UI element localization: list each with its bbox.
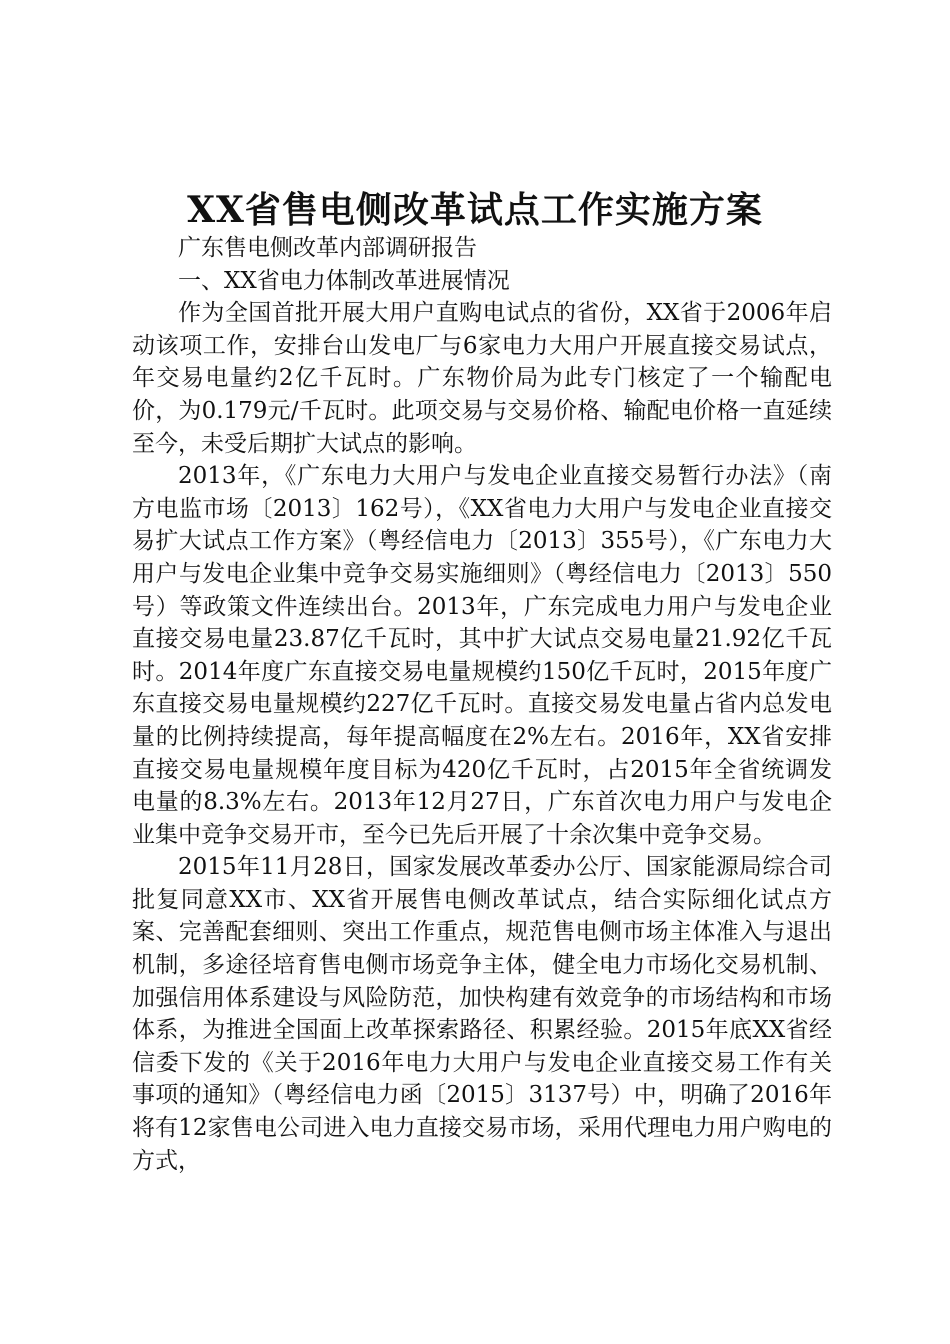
document-body (132, 232, 832, 1177)
subtitle-line: 广东售电侧改革内部调研报告 (178, 235, 477, 261)
document-title: XX省售电侧改革试点工作实施方案 (187, 189, 763, 231)
section-heading: 一、XX省电力体制改革进展情况 (178, 267, 510, 294)
paragraph: 2013年，《广东电力大用户与发电企业直接交易暂行办法》（南方电监市场〔2013〕162号），《XX省电力大用户与发电企业直接交易扩大试点工作方案》（粤经信电力〔2013〕355号），《广东电力大用户与发电企业集中竞争交易实施细则》（粤经信电力〔2013〕550号）等政策文件连续出台。2013年，广东完成电力用户与发电企业直接交易电量23.87亿千瓦时，其中扩大试点交易电量21.92亿千瓦时。2014年度广东直接交易电量规模约150亿千瓦时，2015年度广东直接交易电量规模约227亿千瓦时。直接交易发电量占省内总发电量的比例持续提高，每年提高幅度在2%左右。2016年，XX省安排直接交易电量规模年度目标为420亿千瓦时，占2015年全省统调发电量的8.3%左右。2013年12月27日，广东首次电力用户与发电企业集中竞争交易开市，至今已先后开展了十余次集中竞争交易。 (132, 463, 832, 848)
paragraph: 2015年11月28日，国家发展改革委办公厅、国家能源局综合司批复同意XX市、XX省开展售电侧改革试点，结合实际细化试点方案、完善配套细则、突出工作重点，规范售电侧市场主体准入与退出机制，多途径培育售电侧市场竞争主体，健全电力市场化交易机制、加强信用体系建设与风险防范，加快构建有效竞争的市场结构和市场体系，为推进全国面上改革探索路径、积累经验。2015年底XX省经信委下发的《关于2016年电力大用户与发电企业直接交易工作有关事项的通知》（粤经信电力函〔2015〕3137号）中，明确了2016年将有12家售电公司进入电力直接交易市场，采用代理电力用户购电的方式， (132, 854, 833, 1174)
paragraph: 作为全国首批开展大用户直购电试点的省份，XX省于2006年启动该项工作，安排台山发电厂与6家电力大用户开展直接交易试点，年交易电量约2亿千瓦时。广东物价局为此专门核定了一个输配电价，为0.179元/千瓦时。此项交易与交易价格、输配电价格一直延续至今，未受后期扩大试点的影响。 (132, 300, 832, 457)
